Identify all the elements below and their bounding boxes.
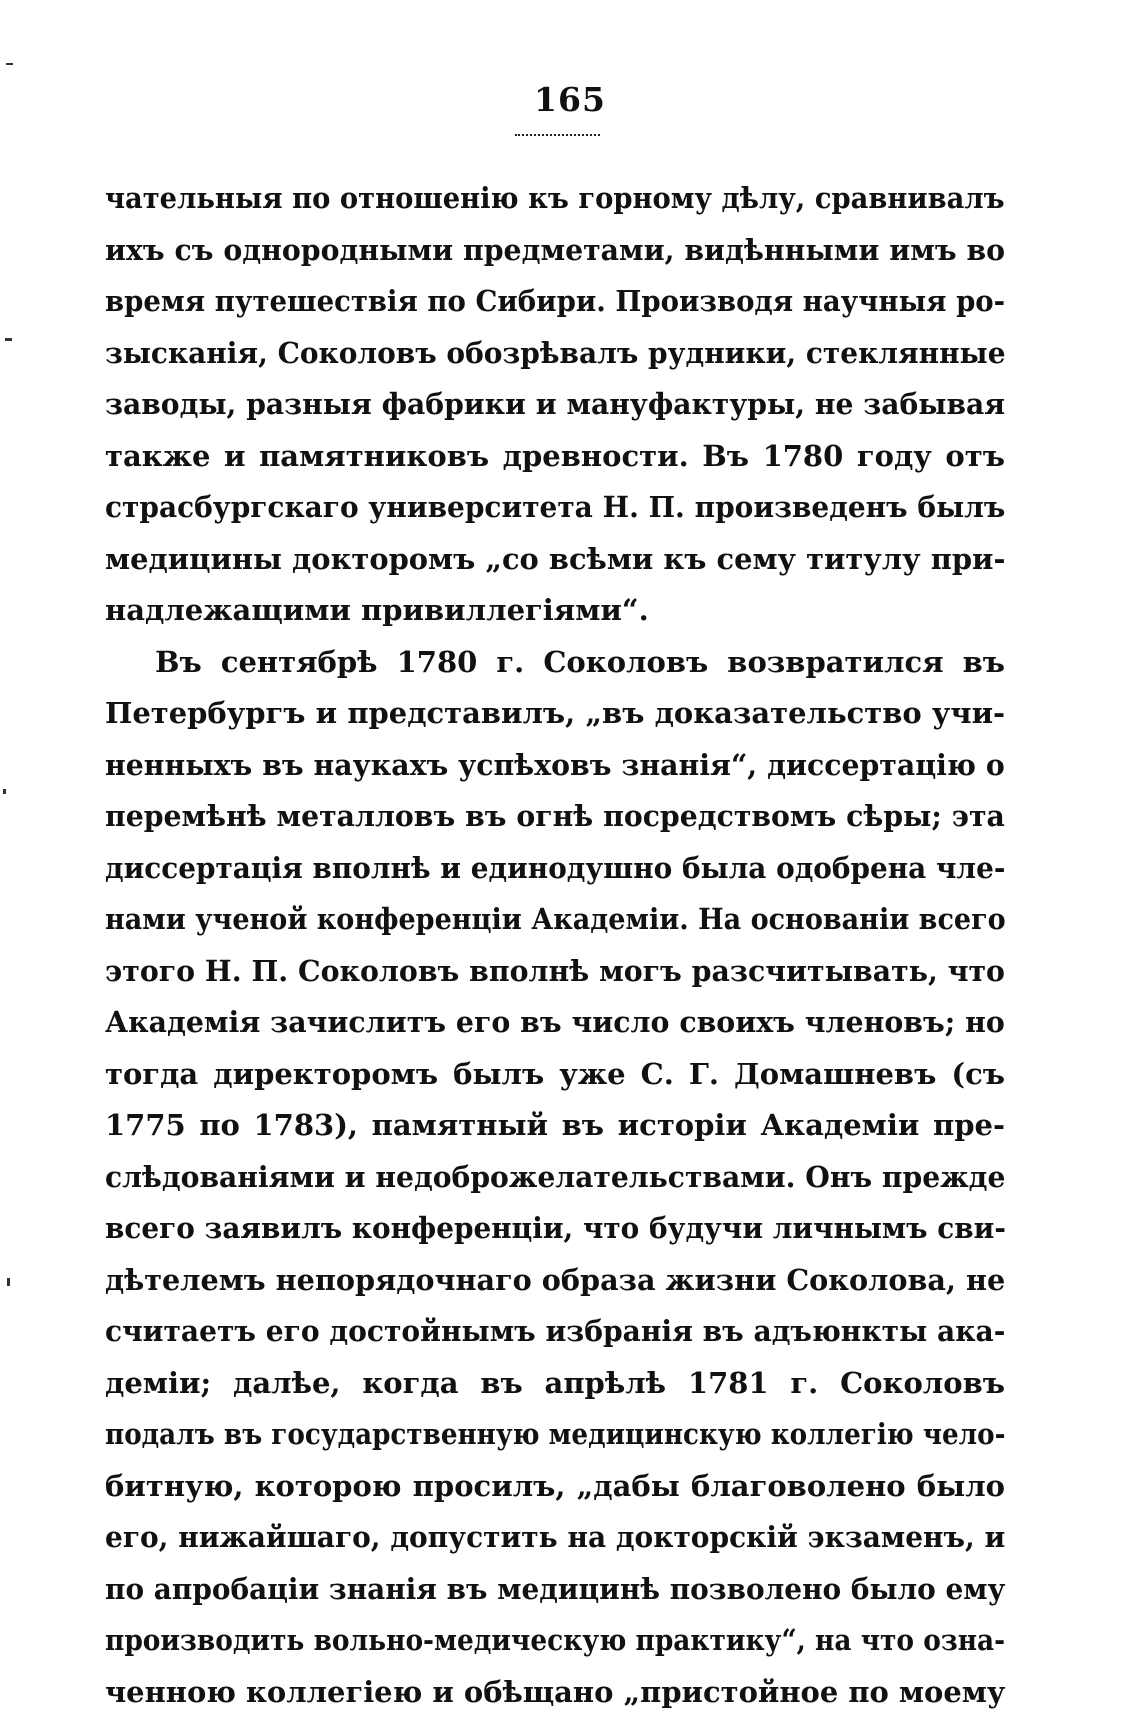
scan-margin-mark: [7, 1278, 10, 1286]
page-number: 165: [0, 80, 1140, 120]
text-line: также и памятниковъ древности. Въ 1780 году отъ: [105, 431, 1005, 483]
scan-margin-mark: [3, 789, 6, 794]
scan-margin-mark: [6, 63, 13, 65]
text-line: время путешествія по Сибири. Производя научныя ро-: [105, 276, 1005, 328]
text-line: битную, которою просилъ, „дабы благоволено было: [105, 1461, 1005, 1513]
text-line: подалъ въ государственную медицинскую коллегію чело-: [105, 1409, 1005, 1461]
text-line: зысканія, Соколовъ обозрѣвалъ рудники, стеклянные: [105, 328, 1005, 380]
text-line: производить вольно-медическую практику“, на что озна-: [105, 1615, 1005, 1667]
text-line: Академія зачислитъ его въ число своихъ членовъ; но: [105, 997, 1005, 1049]
paragraph-end-line: надлежащими привиллегіями“.: [105, 585, 1005, 637]
paragraph-start-line: Въ сентябрѣ 1780 г. Соколовъ возвратился въ: [105, 637, 1005, 689]
text-line: слѣдованіями и недоброжелательствами. Онъ прежде: [105, 1152, 1005, 1204]
scan-margin-mark: [5, 338, 12, 341]
text-line: страсбургскаго университета Н. П. произведенъ былъ: [105, 482, 1005, 534]
text-line: чательныя по отношенію къ горному дѣлу, сравнивалъ: [105, 173, 1005, 225]
text-line: 1775 по 1783), памятный въ исторіи Академіи пре-: [105, 1100, 1005, 1152]
text-line: этого Н. П. Соколовъ вполнѣ могъ разсчитывать, что: [105, 946, 1005, 998]
body-text: [105, 173, 1005, 1718]
text-line: нами ученой конференціи Академіи. На основаніи всего: [105, 894, 1005, 946]
text-line: медицины докторомъ „со всѣми къ сему титулу при-: [105, 534, 1005, 586]
text-line: деміи; далѣе, когда въ апрѣлѣ 1781 г. Соколовъ: [105, 1358, 1005, 1410]
text-line: по апробаціи знанія въ медицинѣ позволено было ему: [105, 1564, 1005, 1616]
text-line: его, нижайшаго, допустить на докторскій экзаменъ, и: [105, 1512, 1005, 1564]
text-line: диссертація вполнѣ и единодушно была одобрена чле-: [105, 843, 1005, 895]
text-line: заводы, разныя фабрики и мануфактуры, не забывая: [105, 379, 1005, 431]
text-line: перемѣнѣ металловъ въ огнѣ посредствомъ сѣры; эта: [105, 791, 1005, 843]
text-line: ихъ съ однородными предметами, видѣнными имъ во: [105, 225, 1005, 277]
text-line: ненныхъ въ наукахъ успѣховъ знанія“, диссертацію о: [105, 740, 1005, 792]
text-line: всего заявилъ конференціи, что будучи личнымъ сви-: [105, 1203, 1005, 1255]
text-line: ченною коллегіею и обѣщано „пристойное по моему: [105, 1667, 1005, 1718]
text-line: тогда директоромъ былъ уже С. Г. Домашневъ (съ: [105, 1049, 1005, 1101]
text-line: дѣтелемъ непорядочнаго образа жизни Соколова, не: [105, 1255, 1005, 1307]
text-line: считаетъ его достойнымъ избранія въ адъюнкты ака-: [105, 1306, 1005, 1358]
page-number-rule: [515, 134, 600, 136]
text-line: Петербургъ и представилъ, „въ доказательство учи-: [105, 688, 1005, 740]
